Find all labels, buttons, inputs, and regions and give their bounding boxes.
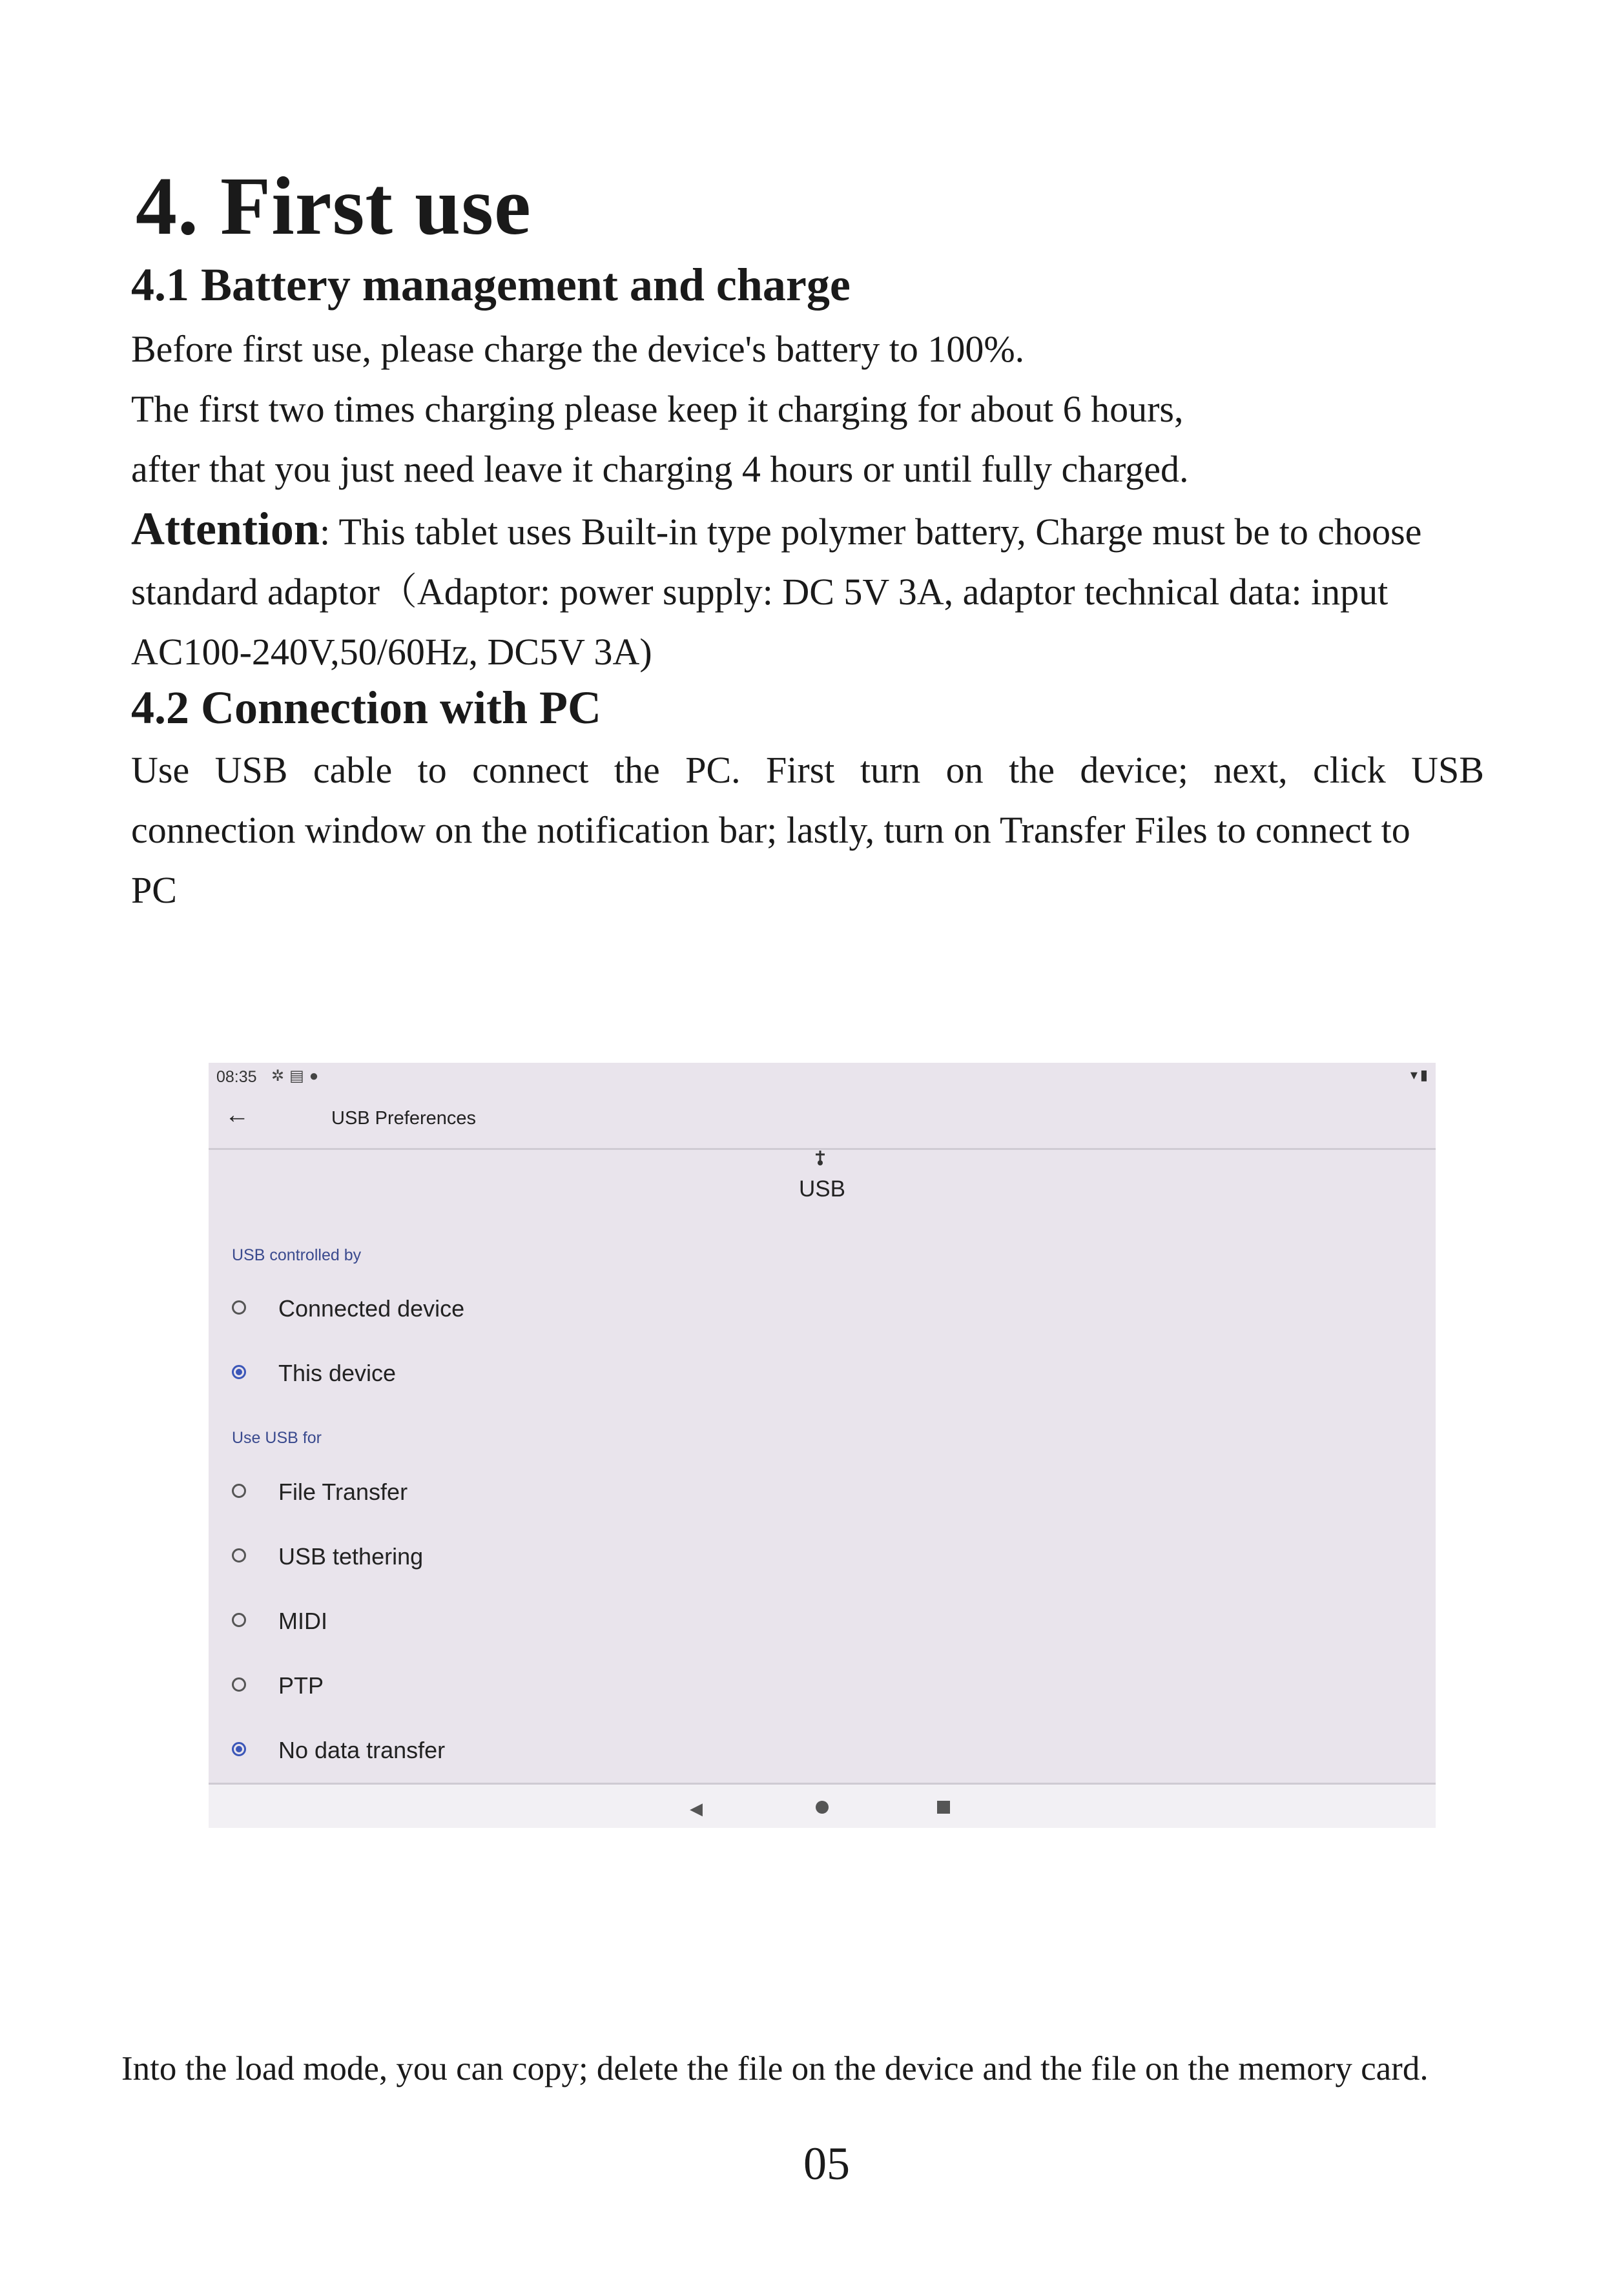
option-label: File Transfer — [278, 1479, 408, 1505]
option-label: This device — [278, 1360, 397, 1386]
battery-paragraph — [131, 319, 1487, 682]
radio-icon[interactable] — [232, 1484, 246, 1498]
dot-icon: ● — [309, 1067, 324, 1085]
nav-back-icon[interactable]: ◀ — [690, 1799, 703, 1818]
attention-line-3: AC100-240V,50/60Hz, DC5V 3A) — [131, 631, 652, 673]
battery-line-1: Before first use, please charge the device's battery to 100%. — [131, 328, 1025, 370]
option-label: PTP — [278, 1672, 324, 1699]
page-number: 05 — [803, 2138, 850, 2189]
app-bar — [209, 1090, 1436, 1150]
group-title-controlled-by: USB controlled by — [232, 1246, 362, 1264]
attention-text: : This tablet uses Built-in type polymer battery, Charge must be to choose — [319, 511, 1422, 553]
gear-icon: ✲ — [271, 1067, 290, 1085]
section-heading-battery: 4.1 Battery management and charge — [131, 259, 851, 311]
option-label: Connected device — [278, 1295, 465, 1322]
radio-icon[interactable] — [232, 1300, 246, 1315]
navigation-bar — [209, 1783, 1436, 1828]
caption: Into the load mode, you can copy; delete the file on the device and the file on the memory card. — [121, 2050, 1429, 2087]
status-right-icons — [1410, 1067, 1430, 1083]
section-heading-connection: 4.2 Connection with PC — [131, 682, 602, 733]
back-arrow-icon[interactable]: ← — [225, 1102, 249, 1129]
usb-icon — [814, 1151, 827, 1166]
notes-icon: ▤ — [289, 1067, 309, 1085]
status-time: 08:35 — [216, 1068, 257, 1086]
status-bar — [209, 1063, 1436, 1090]
connection-line-1: Use USB cable to connect the PC. First turn on the device; next, click USB — [131, 749, 1484, 791]
app-title: USB Preferences — [331, 1108, 477, 1129]
radio-icon[interactable] — [232, 1613, 246, 1627]
status-icons — [271, 1067, 324, 1085]
battery-line-3: after that you just need leave it charging 4 hours or until fully charged. — [131, 448, 1189, 490]
group-title-use-usb-for: Use USB for — [232, 1429, 322, 1447]
radio-selected-icon[interactable] — [232, 1365, 246, 1379]
attention-line-1 — [131, 499, 1487, 562]
option-label: MIDI — [278, 1608, 327, 1634]
attention-line-2: standard adaptor（Adaptor: power supply: DC 5V 3A, adaptor technical data: input — [131, 571, 1389, 613]
wifi-icon: ▾ — [1410, 1067, 1420, 1083]
attention-label: Attention — [131, 503, 320, 555]
usb-label: USB — [799, 1176, 845, 1202]
chapter-heading: 4. First use — [136, 160, 532, 252]
nav-home-icon[interactable] — [816, 1801, 829, 1814]
connection-line-2: connection window on the notification bar; lastly, turn on Transfer Files to connect to — [131, 809, 1410, 851]
usb-preferences-screenshot — [209, 1063, 1436, 1828]
battery-icon: ▮ — [1420, 1067, 1430, 1083]
option-label: No data transfer — [278, 1737, 446, 1763]
option-label: USB tethering — [278, 1543, 424, 1570]
connection-line-3: PC — [131, 869, 177, 911]
radio-selected-icon[interactable] — [232, 1742, 246, 1756]
radio-icon[interactable] — [232, 1677, 246, 1692]
connection-paragraph — [131, 740, 1484, 920]
radio-icon[interactable] — [232, 1548, 246, 1563]
nav-recents-icon[interactable] — [937, 1801, 950, 1814]
battery-line-2: The first two times charging please keep it charging for about 6 hours, — [131, 388, 1184, 430]
